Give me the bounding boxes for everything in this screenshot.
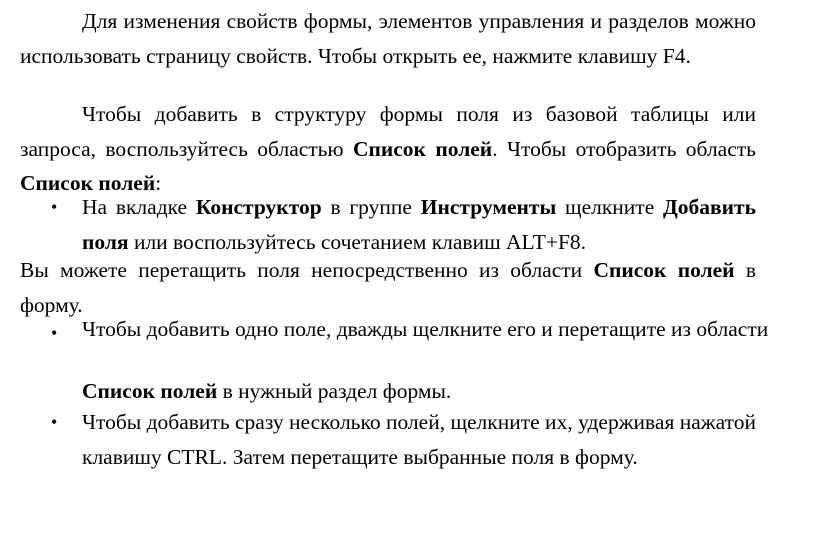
bullet-text-part: в нужный раздел формы. bbox=[217, 379, 452, 403]
bold-term-field-list: Список полей bbox=[82, 379, 218, 403]
paragraph-text: в форму. bbox=[20, 258, 756, 317]
paragraph-field-list bbox=[20, 97, 756, 201]
bullet-text-part: щелкните bbox=[556, 195, 664, 219]
bullet-icon: • bbox=[51, 197, 58, 217]
paragraph-properties bbox=[20, 4, 756, 73]
bullet-text-part: или воспользуйтесь сочетанием клавиш ALT+F8. bbox=[128, 229, 587, 254]
bullet-icon: • bbox=[51, 412, 58, 432]
bullet-text bbox=[82, 374, 756, 409]
bold-term-designer: Конструктор bbox=[195, 195, 322, 219]
paragraph-text: . Чтобы отобразить область bbox=[492, 136, 756, 161]
bold-term-field-list: Список полей bbox=[352, 136, 493, 161]
bullet-text-part: На вкладке bbox=[82, 195, 196, 219]
bullet-icon: • bbox=[51, 323, 58, 343]
paragraph-drag-fields bbox=[20, 253, 756, 322]
paragraph-text: Вы можете перетащить поля непосредственно из области bbox=[20, 258, 594, 282]
bold-term-field-list: Список полей bbox=[593, 258, 735, 282]
paragraph-text: Для изменения свойств формы, элементов управления и разделов можно использовать страницу свойств. Чтобы открыть ее, нажмите клавишу F4. bbox=[20, 9, 756, 68]
paragraph-text: Чтобы добавить в структуру формы поля из базовой таблицы или запроса, воспользуйтесь областью bbox=[20, 102, 756, 161]
bold-term-add-fields: Добавить поля bbox=[82, 195, 756, 254]
bullet-text: Чтобы добавить сразу несколько полей, щелкните их, удерживая нажатой клавишу CTRL. Затем перетащите выбранные поля в форму. bbox=[82, 410, 756, 469]
bullet-text-part: в группе bbox=[321, 195, 421, 219]
bold-term-tools: Инструменты bbox=[420, 195, 557, 219]
bullet-text bbox=[82, 190, 756, 259]
paragraph-text: : bbox=[155, 171, 162, 195]
bold-term-field-list: Список полей bbox=[20, 171, 156, 195]
bullet-text: Чтобы добавить одно поле, дважды щелкните его и перетащите из области bbox=[82, 317, 769, 341]
